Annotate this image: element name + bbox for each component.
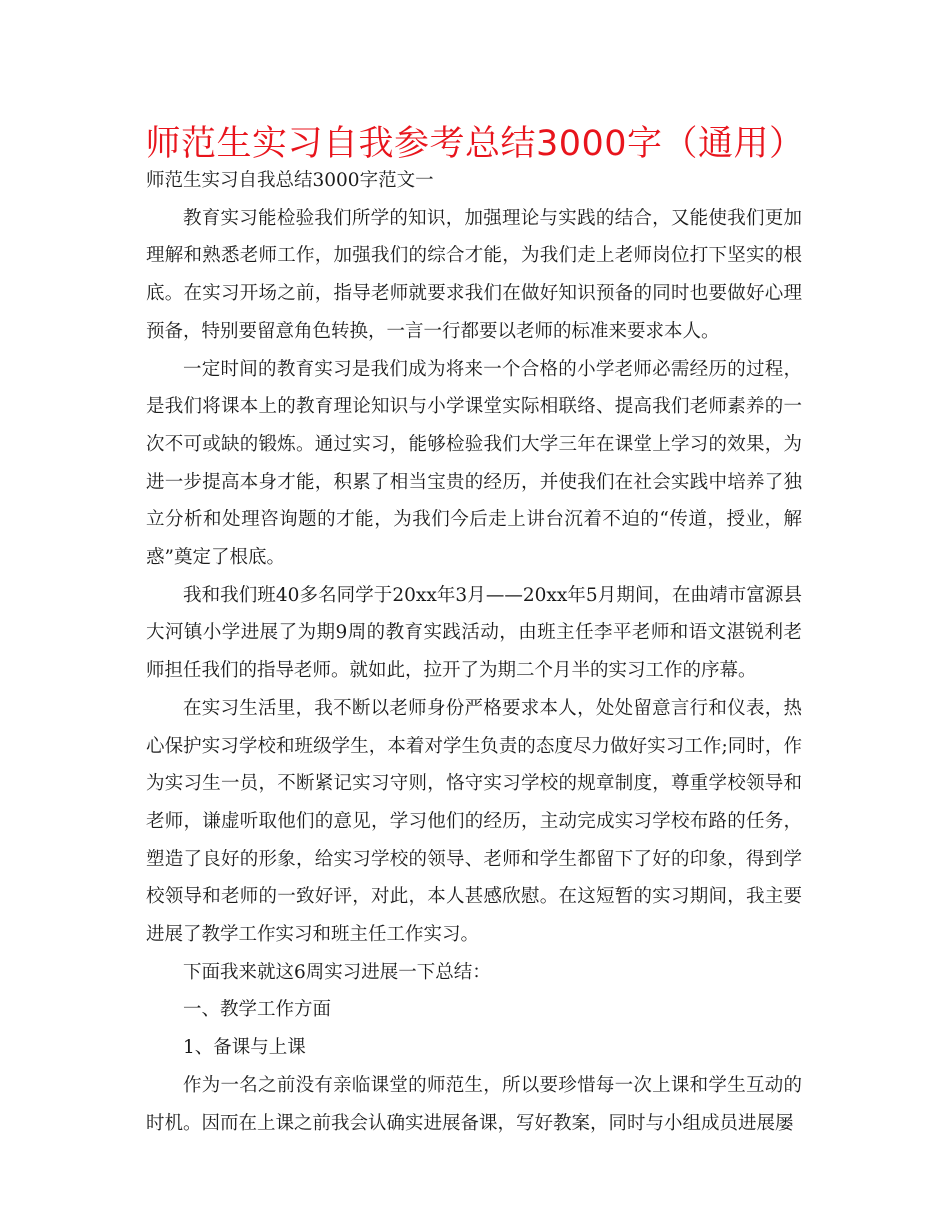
document-body [146,162,802,1142]
paragraph: 下面我来就这6周实习进展一下总结： [183,961,491,983]
subsection-heading: 1、备课与上课 [183,1037,306,1059]
paragraph: 一定时间的教育实习是我们成为将来一个合格的小学老师必需经历的过程，是我们将课本上的教育理论知识与小学课堂实际相联络、提高我们老师素养的一次不可或缺的锻炼。通过实习，能够检验我们大学三年在课堂上学习的效果，为进一步提高本身才能，积累了相当宝贵的经历，并使我们在社会实践中培养了独立分析和处理咨询题的才能，为我们今后走上讲台沉着不迫的“传道，授业，解惑”奠定了根底。 [146,358,802,569]
paragraph: 作为一名之前没有亲临课堂的师范生，所以要珍惜每一次上课和学生互动的时机。因而在上课之前我会认确实进展备课，写好教案，同时与小组成员进展屡 [146,1074,802,1134]
paragraph: 教育实习能检验我们所学的知识，加强理论与实践的结合，又能使我们更加理解和熟悉老师工作，加强我们的综合才能，为我们走上老师岗位打下坚实的根底。在实习开场之前，指导老师就要求我们在做好知识预备的同时也要做好心理预备，特别要留意角色转换，一言一行都要以老师的标准来要求本人。 [146,207,802,342]
document-subtitle: 师范生实习自我总结3000字范文一 [146,170,434,191]
document-title: 师范生实习自我参考总结3000字（通用） [145,124,805,164]
paragraph: 在实习生活里，我不断以老师身份严格要求本人，处处留意言行和仪表，热心保护实习学校和班级学生，本着对学生负责的态度尽力做好实习工作;同时，作为实习生一员，不断紧记实习守则，恪守实习学校的规章制度，尊重学校领导和老师，谦虚听取他们的意见，学习他们的经历，主动完成实习学校布路的任务，塑造了良好的形象，给实习学校的领导、老师和学生都留下了好的印象，得到学校领导和老师的一致好评，对此，本人甚感欣慰。在这短暂的实习期间，我主要进展了教学工作实习和班主任工作实习。 [146,697,802,946]
paragraph: 我和我们班40多名同学于20xx年3月——20xx年5月期间，在曲靖市富源县大河镇小学进展了为期9周的教育实践活动，由班主任李平老师和语文湛锐利老师担任我们的指导老师。就如此，拉开了为期二个月半的实习工作的序幕。 [146,584,802,682]
section-heading: 一、教学工作方面 [183,999,332,1021]
